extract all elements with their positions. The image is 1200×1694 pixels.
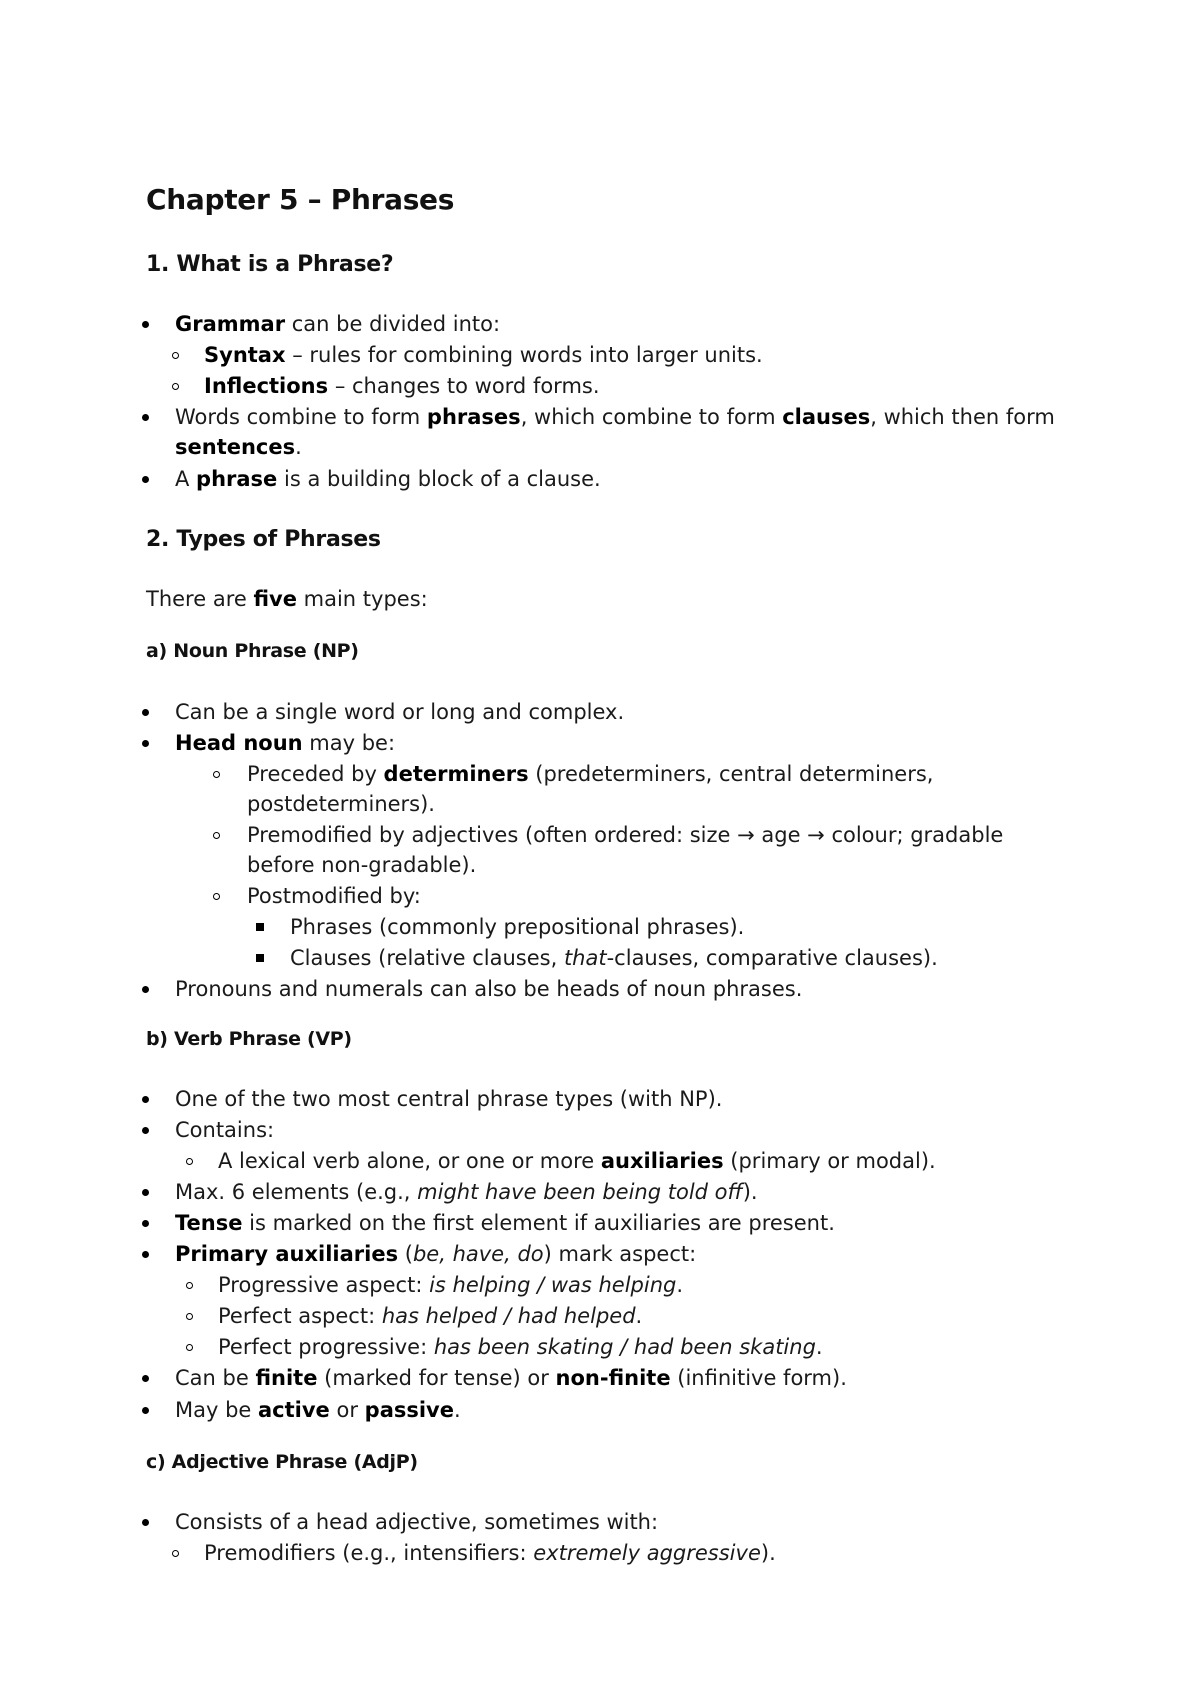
list-item: Postmodified by: <box>247 884 421 908</box>
adjective-phrase-heading: c) Adjective Phrase (AdjP) <box>146 1451 418 1473</box>
sub-bullet-icon <box>172 383 179 390</box>
sub-bullet-icon <box>186 1313 193 1320</box>
list-item: Max. 6 elements (e.g., might have been being told off). <box>175 1180 758 1204</box>
square-bullet-icon <box>256 954 264 962</box>
sub-bullet-icon <box>172 1550 179 1557</box>
sub-bullet-icon <box>172 352 179 359</box>
section-2-heading: 2. Types of Phrases <box>146 527 381 552</box>
list-item: Pronouns and numerals can also be heads of noun phrases. <box>175 977 803 1001</box>
list-item: Tense is marked on the first element if auxiliaries are present. <box>175 1211 835 1235</box>
list-item: Contains: <box>175 1118 275 1142</box>
sub-bullet-icon <box>213 771 220 778</box>
bullet-icon <box>142 740 149 747</box>
list-item: Perfect progressive: has been skating / had been skating. <box>218 1335 823 1359</box>
list-item-continuation: sentences. <box>175 435 302 459</box>
list-item: Primary auxiliaries (be, have, do) mark aspect: <box>175 1242 697 1266</box>
list-item: Head noun may be: <box>175 731 396 755</box>
bullet-icon <box>142 986 149 993</box>
list-item: Clauses (relative clauses, that-clauses, comparative clauses). <box>290 946 938 970</box>
bullet-icon <box>142 1251 149 1258</box>
list-item: Preceded by determiners (predeterminers, central determiners, <box>247 762 934 786</box>
bullet-icon <box>142 321 149 328</box>
list-item: Progressive aspect: is helping / was helping. <box>218 1273 684 1297</box>
bullet-icon <box>142 709 149 716</box>
section-1-heading: 1. What is a Phrase? <box>146 252 394 277</box>
list-item: Syntax – rules for combining words into larger units. <box>204 343 763 367</box>
bullet-icon <box>142 1189 149 1196</box>
sub-bullet-icon <box>213 893 220 900</box>
list-item: Phrases (commonly prepositional phrases). <box>290 915 745 939</box>
bullet-icon <box>142 1375 149 1382</box>
list-item-continuation: postdeterminers). <box>247 792 435 816</box>
list-item: Can be a single word or long and complex. <box>175 700 625 724</box>
verb-phrase-heading: b) Verb Phrase (VP) <box>146 1028 352 1050</box>
list-item: Consists of a head adjective, sometimes with: <box>175 1510 659 1534</box>
sub-bullet-icon <box>186 1282 193 1289</box>
list-item: May be active or passive. <box>175 1398 461 1422</box>
page-title: Chapter 5 – Phrases <box>146 183 455 216</box>
sub-bullet-icon <box>186 1344 193 1351</box>
section-2-intro: There are five main types: <box>146 587 428 611</box>
list-item: Inflections – changes to word forms. <box>204 374 600 398</box>
list-item: Premodifiers (e.g., intensifiers: extremely aggressive). <box>204 1541 776 1565</box>
square-bullet-icon <box>256 923 264 931</box>
bullet-icon <box>142 476 149 483</box>
bullet-icon <box>142 1096 149 1103</box>
list-item: Can be finite (marked for tense) or non-finite (infinitive form). <box>175 1366 847 1390</box>
list-item: Grammar can be divided into: <box>175 312 501 336</box>
list-item: Words combine to form phrases, which combine to form clauses, which then form <box>175 405 1055 429</box>
list-item: Perfect aspect: has helped / had helped. <box>218 1304 643 1328</box>
bullet-icon <box>142 414 149 421</box>
list-item: A phrase is a building block of a clause. <box>175 467 601 491</box>
list-item: Premodified by adjectives (often ordered: size → age → colour; gradable <box>247 823 1004 847</box>
list-item: One of the two most central phrase types (with NP). <box>175 1087 723 1111</box>
bullet-icon <box>142 1220 149 1227</box>
noun-phrase-heading: a) Noun Phrase (NP) <box>146 640 359 662</box>
list-item-continuation: before non-gradable). <box>247 853 477 877</box>
list-item: A lexical verb alone, or one or more auxiliaries (primary or modal). <box>218 1149 936 1173</box>
sub-bullet-icon <box>186 1158 193 1165</box>
bullet-icon <box>142 1407 149 1414</box>
bullet-icon <box>142 1127 149 1134</box>
sub-bullet-icon <box>213 832 220 839</box>
bullet-icon <box>142 1519 149 1526</box>
